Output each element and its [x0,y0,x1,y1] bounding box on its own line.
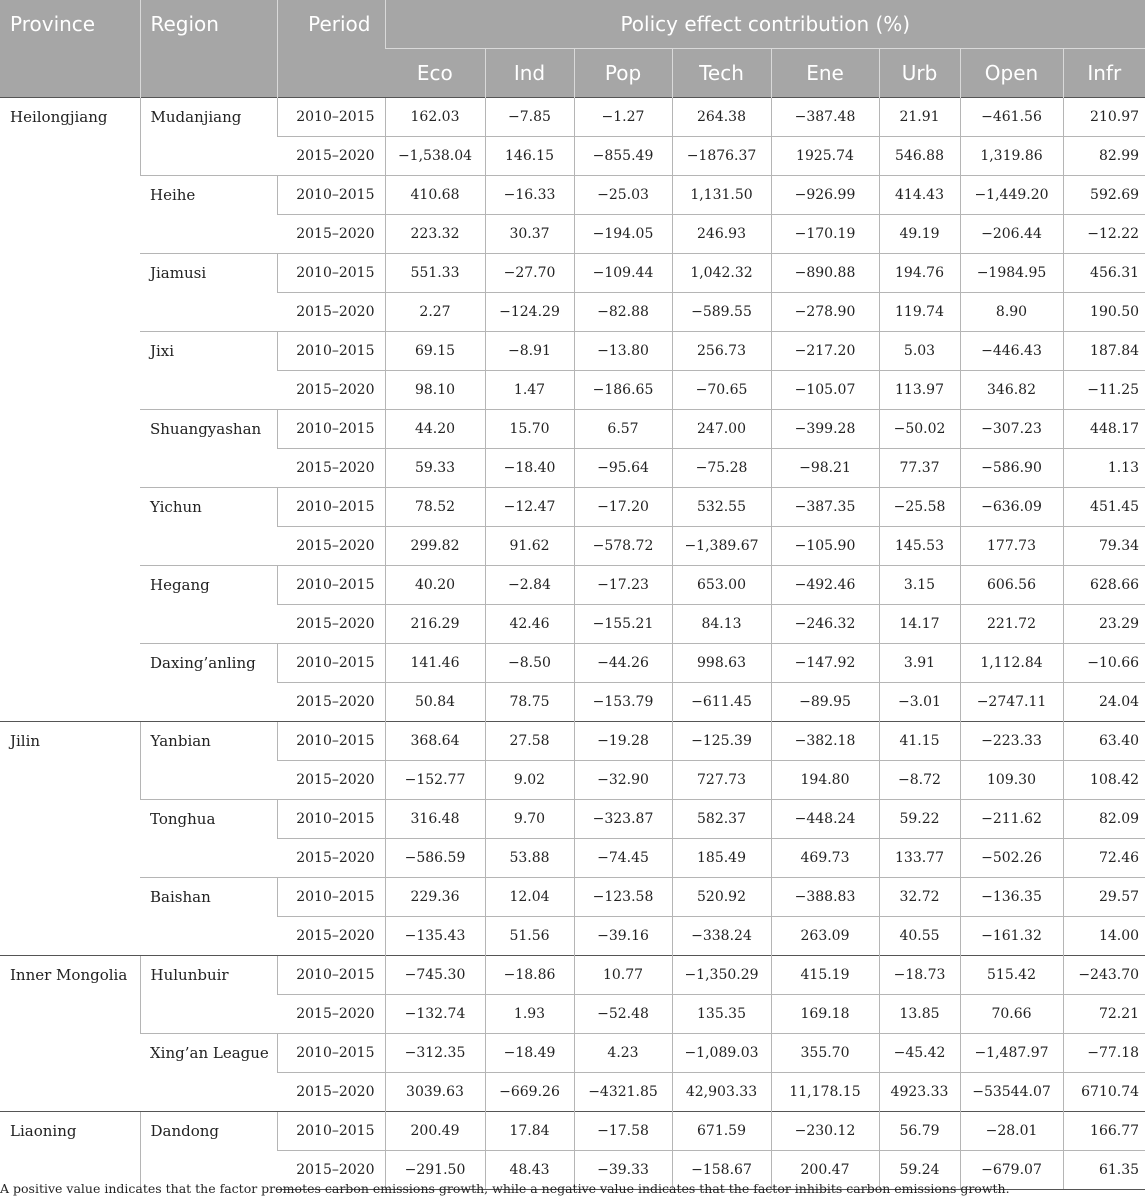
value-cell-urb: 41.15 [879,722,960,761]
value-cell-ene: −89.95 [771,683,879,722]
value-cell-tech: 135.35 [672,995,771,1034]
value-cell-open: −211.62 [960,800,1063,839]
value-cell-ene: −105.07 [771,371,879,410]
value-cell-pop: −153.79 [574,683,672,722]
value-cell-open: 1,112.84 [960,644,1063,683]
header-factor-tech: Tech [672,49,771,98]
value-cell-eco: 316.48 [385,800,485,839]
value-cell-eco: −312.35 [385,1034,485,1073]
value-cell-infr: −243.70 [1063,956,1145,995]
value-cell-tech: −125.39 [672,722,771,761]
value-cell-open: −28.01 [960,1112,1063,1151]
province-cell: Heilongjiang [0,98,140,722]
value-cell-urb: 49.19 [879,215,960,254]
value-cell-ind: −27.70 [485,254,574,293]
value-cell-infr: 82.99 [1063,137,1145,176]
table-header [0,0,1145,98]
value-cell-urb: 3.15 [879,566,960,605]
value-cell-urb: 119.74 [879,293,960,332]
region-cell: Tonghua [140,800,277,878]
province-cell: Liaoning [0,1112,140,1190]
value-cell-infr: 448.17 [1063,410,1145,449]
value-cell-eco: 2.27 [385,293,485,332]
header-province: Province [0,0,140,98]
value-cell-ene: 415.19 [771,956,879,995]
region-cell: Shuangyashan [140,410,277,488]
value-cell-ene: −492.46 [771,566,879,605]
value-cell-tech: 42,903.33 [672,1073,771,1112]
table-row [0,1112,1145,1151]
period-cell: 2010–2015 [277,98,385,137]
header-factor-open: Open [960,49,1063,98]
value-cell-pop: −39.16 [574,917,672,956]
value-cell-urb: 3.91 [879,644,960,683]
value-cell-infr: 61.35 [1063,1151,1145,1190]
value-cell-ind: −18.49 [485,1034,574,1073]
region-cell: Dandong [140,1112,277,1190]
header-factor-ene: Ene [771,49,879,98]
province-cell: Inner Mongolia [0,956,140,1112]
value-cell-ind: 17.84 [485,1112,574,1151]
period-cell: 2015–2020 [277,917,385,956]
value-cell-ind: 1.93 [485,995,574,1034]
value-cell-ene: 469.73 [771,839,879,878]
header-factor-ind: Ind [485,49,574,98]
value-cell-infr: −11.25 [1063,371,1145,410]
period-cell: 2010–2015 [277,254,385,293]
value-cell-eco: 223.32 [385,215,485,254]
value-cell-open: −636.09 [960,488,1063,527]
period-cell: 2010–2015 [277,332,385,371]
period-cell: 2010–2015 [277,410,385,449]
period-cell: 2010–2015 [277,644,385,683]
region-cell: Hegang [140,566,277,644]
value-cell-tech: 256.73 [672,332,771,371]
value-cell-open: −1,487.97 [960,1034,1063,1073]
value-cell-open: −2747.11 [960,683,1063,722]
value-cell-open: −586.90 [960,449,1063,488]
value-cell-open: 221.72 [960,605,1063,644]
value-cell-infr: 24.04 [1063,683,1145,722]
value-cell-tech: 1,131.50 [672,176,771,215]
value-cell-ene: 1925.74 [771,137,879,176]
value-cell-tech: 185.49 [672,839,771,878]
value-cell-eco: 59.33 [385,449,485,488]
value-cell-eco: 141.46 [385,644,485,683]
value-cell-ene: −278.90 [771,293,879,332]
table-row [0,800,1145,839]
table-row [0,1034,1145,1073]
value-cell-urb: −25.58 [879,488,960,527]
region-cell: Mudanjiang [140,98,277,176]
value-cell-infr: 187.84 [1063,332,1145,371]
value-cell-eco: −586.59 [385,839,485,878]
header-factor-urb: Urb [879,49,960,98]
value-cell-ene: −387.35 [771,488,879,527]
region-cell: Xing’an League [140,1034,277,1112]
value-cell-ene: 194.80 [771,761,879,800]
value-cell-open: −53544.07 [960,1073,1063,1112]
value-cell-urb: 32.72 [879,878,960,917]
value-cell-eco: −291.50 [385,1151,485,1190]
value-cell-ind: −124.29 [485,293,574,332]
value-cell-tech: 671.59 [672,1112,771,1151]
period-cell: 2015–2020 [277,839,385,878]
value-cell-pop: −4321.85 [574,1073,672,1112]
period-cell: 2010–2015 [277,956,385,995]
value-cell-pop: −19.28 [574,722,672,761]
period-cell: 2010–2015 [277,566,385,605]
value-cell-eco: 299.82 [385,527,485,566]
region-cell: Hulunbuir [140,956,277,1034]
period-cell: 2015–2020 [277,293,385,332]
value-cell-urb: −18.73 [879,956,960,995]
value-cell-tech: 727.73 [672,761,771,800]
header-region: Region [140,0,277,98]
value-cell-ind: −12.47 [485,488,574,527]
value-cell-tech: −1876.37 [672,137,771,176]
value-cell-tech: 246.93 [672,215,771,254]
value-cell-ene: −105.90 [771,527,879,566]
value-cell-ind: 53.88 [485,839,574,878]
value-cell-eco: 216.29 [385,605,485,644]
value-cell-pop: 6.57 [574,410,672,449]
period-cell: 2015–2020 [277,215,385,254]
value-cell-tech: −1,350.29 [672,956,771,995]
value-cell-open: 1,319.86 [960,137,1063,176]
value-cell-tech: −1,389.67 [672,527,771,566]
value-cell-tech: 520.92 [672,878,771,917]
value-cell-eco: 50.84 [385,683,485,722]
region-cell: Heihe [140,176,277,254]
header-period: Period [277,0,385,98]
value-cell-urb: 414.43 [879,176,960,215]
value-cell-eco: 410.68 [385,176,485,215]
value-cell-pop: −17.58 [574,1112,672,1151]
value-cell-urb: 546.88 [879,137,960,176]
table-row [0,98,1145,137]
value-cell-infr: 1.13 [1063,449,1145,488]
period-cell: 2015–2020 [277,449,385,488]
header-factor-infr: Infr [1063,49,1145,98]
value-cell-open: −136.35 [960,878,1063,917]
value-cell-urb: −45.42 [879,1034,960,1073]
table-row [0,722,1145,761]
period-cell: 2015–2020 [277,371,385,410]
table-body [0,98,1145,1190]
value-cell-ene: −387.48 [771,98,879,137]
region-cell: Baishan [140,878,277,956]
period-cell: 2015–2020 [277,1151,385,1190]
value-cell-infr: 592.69 [1063,176,1145,215]
value-cell-infr: 79.34 [1063,527,1145,566]
period-cell: 2010–2015 [277,1112,385,1151]
value-cell-eco: 40.20 [385,566,485,605]
value-cell-infr: 108.42 [1063,761,1145,800]
value-cell-eco: 162.03 [385,98,485,137]
value-cell-open: −461.56 [960,98,1063,137]
value-cell-pop: −95.64 [574,449,672,488]
value-cell-infr: 190.50 [1063,293,1145,332]
table-row [0,566,1145,605]
value-cell-eco: 200.49 [385,1112,485,1151]
value-cell-eco: −132.74 [385,995,485,1034]
value-cell-ind: 30.37 [485,215,574,254]
value-cell-pop: −578.72 [574,527,672,566]
value-cell-urb: 77.37 [879,449,960,488]
value-cell-ind: 9.70 [485,800,574,839]
value-cell-pop: −32.90 [574,761,672,800]
value-cell-tech: 653.00 [672,566,771,605]
value-cell-ene: 200.47 [771,1151,879,1190]
province-cell: Jilin [0,722,140,956]
value-cell-infr: 210.97 [1063,98,1145,137]
value-cell-pop: −74.45 [574,839,672,878]
header-factor-eco: Eco [385,49,485,98]
value-cell-open: 70.66 [960,995,1063,1034]
value-cell-infr: 14.00 [1063,917,1145,956]
period-cell: 2010–2015 [277,488,385,527]
region-cell: Yanbian [140,722,277,800]
period-cell: 2015–2020 [277,683,385,722]
value-cell-urb: 59.22 [879,800,960,839]
period-cell: 2015–2020 [277,137,385,176]
value-cell-eco: 551.33 [385,254,485,293]
value-cell-ene: −399.28 [771,410,879,449]
value-cell-urb: 40.55 [879,917,960,956]
value-cell-ind: 12.04 [485,878,574,917]
table-row [0,644,1145,683]
value-cell-pop: −855.49 [574,137,672,176]
value-cell-ind: 78.75 [485,683,574,722]
value-cell-ene: −890.88 [771,254,879,293]
value-cell-tech: −158.67 [672,1151,771,1190]
value-cell-infr: 63.40 [1063,722,1145,761]
value-cell-open: −446.43 [960,332,1063,371]
period-cell: 2010–2015 [277,176,385,215]
value-cell-open: −1,449.20 [960,176,1063,215]
value-cell-pop: −39.33 [574,1151,672,1190]
value-cell-ene: −230.12 [771,1112,879,1151]
value-cell-pop: −155.21 [574,605,672,644]
value-cell-pop: −52.48 [574,995,672,1034]
value-cell-ind: 42.46 [485,605,574,644]
value-cell-eco: 229.36 [385,878,485,917]
value-cell-eco: 78.52 [385,488,485,527]
value-cell-infr: 456.31 [1063,254,1145,293]
period-cell: 2010–2015 [277,800,385,839]
value-cell-pop: −82.88 [574,293,672,332]
value-cell-open: 515.42 [960,956,1063,995]
value-cell-ene: 355.70 [771,1034,879,1073]
value-cell-ind: −18.40 [485,449,574,488]
value-cell-tech: −589.55 [672,293,771,332]
value-cell-eco: −135.43 [385,917,485,956]
value-cell-infr: 82.09 [1063,800,1145,839]
value-cell-pop: −17.20 [574,488,672,527]
value-cell-ene: 11,178.15 [771,1073,879,1112]
value-cell-eco: 44.20 [385,410,485,449]
value-cell-tech: 84.13 [672,605,771,644]
value-cell-tech: 264.38 [672,98,771,137]
table-row [0,878,1145,917]
value-cell-pop: −17.23 [574,566,672,605]
value-cell-ene: 263.09 [771,917,879,956]
value-cell-infr: 72.21 [1063,995,1145,1034]
value-cell-infr: 166.77 [1063,1112,1145,1151]
header-policy-effect: Policy effect contribution (%) [385,0,1145,49]
value-cell-tech: 247.00 [672,410,771,449]
value-cell-ene: −217.20 [771,332,879,371]
region-cell: Yichun [140,488,277,566]
value-cell-pop: −186.65 [574,371,672,410]
value-cell-urb: −3.01 [879,683,960,722]
value-cell-ene: −448.24 [771,800,879,839]
period-cell: 2015–2020 [277,995,385,1034]
value-cell-open: −161.32 [960,917,1063,956]
value-cell-pop: −109.44 [574,254,672,293]
value-cell-ind: −669.26 [485,1073,574,1112]
value-cell-pop: −13.80 [574,332,672,371]
value-cell-pop: 10.77 [574,956,672,995]
value-cell-pop: −123.58 [574,878,672,917]
period-cell: 2015–2020 [277,527,385,566]
value-cell-infr: −12.22 [1063,215,1145,254]
table-row [0,332,1145,371]
value-cell-pop: −194.05 [574,215,672,254]
value-cell-ind: −16.33 [485,176,574,215]
period-cell: 2010–2015 [277,878,385,917]
value-cell-urb: 194.76 [879,254,960,293]
value-cell-pop: −25.03 [574,176,672,215]
value-cell-pop: −44.26 [574,644,672,683]
value-cell-eco: −1,538.04 [385,137,485,176]
value-cell-tech: −75.28 [672,449,771,488]
value-cell-eco: −745.30 [385,956,485,995]
value-cell-urb: 145.53 [879,527,960,566]
value-cell-urb: 133.77 [879,839,960,878]
value-cell-open: −1984.95 [960,254,1063,293]
value-cell-urb: 13.85 [879,995,960,1034]
value-cell-infr: 29.57 [1063,878,1145,917]
region-cell: Daxing’anling [140,644,277,722]
value-cell-ene: −147.92 [771,644,879,683]
value-cell-eco: 368.64 [385,722,485,761]
value-cell-ind: 51.56 [485,917,574,956]
value-cell-open: 346.82 [960,371,1063,410]
period-cell: 2015–2020 [277,761,385,800]
region-cell: Jiamusi [140,254,277,332]
value-cell-infr: −10.66 [1063,644,1145,683]
value-cell-tech: −611.45 [672,683,771,722]
value-cell-tech: −1,089.03 [672,1034,771,1073]
value-cell-urb: 5.03 [879,332,960,371]
value-cell-infr: 451.45 [1063,488,1145,527]
value-cell-open: 8.90 [960,293,1063,332]
value-cell-ene: −382.18 [771,722,879,761]
value-cell-urb: 56.79 [879,1112,960,1151]
value-cell-ene: −170.19 [771,215,879,254]
period-cell: 2015–2020 [277,605,385,644]
region-cell: Jixi [140,332,277,410]
value-cell-ind: 1.47 [485,371,574,410]
value-cell-ind: 48.43 [485,1151,574,1190]
value-cell-eco: 98.10 [385,371,485,410]
value-cell-open: −502.26 [960,839,1063,878]
header-factor-pop: Pop [574,49,672,98]
value-cell-open: 109.30 [960,761,1063,800]
value-cell-tech: 998.63 [672,644,771,683]
value-cell-urb: 14.17 [879,605,960,644]
value-cell-eco: 69.15 [385,332,485,371]
value-cell-open: −679.07 [960,1151,1063,1190]
value-cell-ind: −7.85 [485,98,574,137]
value-cell-open: −206.44 [960,215,1063,254]
value-cell-ind: −8.91 [485,332,574,371]
value-cell-tech: 582.37 [672,800,771,839]
value-cell-open: 177.73 [960,527,1063,566]
table-row [0,176,1145,215]
table-row [0,410,1145,449]
value-cell-tech: 532.55 [672,488,771,527]
value-cell-ind: 15.70 [485,410,574,449]
value-cell-ene: −98.21 [771,449,879,488]
value-cell-urb: 21.91 [879,98,960,137]
table-row [0,254,1145,293]
period-cell: 2010–2015 [277,722,385,761]
value-cell-open: −223.33 [960,722,1063,761]
value-cell-ind: −18.86 [485,956,574,995]
value-cell-ene: −388.83 [771,878,879,917]
value-cell-pop: −1.27 [574,98,672,137]
value-cell-eco: 3039.63 [385,1073,485,1112]
value-cell-pop: 4.23 [574,1034,672,1073]
value-cell-urb: 59.24 [879,1151,960,1190]
value-cell-ene: −246.32 [771,605,879,644]
footnote: A positive value indicates that the factor promotes carbon emissions growth, while a negative value indicates that the factor inhibits carbon emissions growth. [0,1181,1010,1196]
value-cell-open: 606.56 [960,566,1063,605]
value-cell-infr: 23.29 [1063,605,1145,644]
value-cell-ind: 91.62 [485,527,574,566]
value-cell-urb: 4923.33 [879,1073,960,1112]
value-cell-ind: 9.02 [485,761,574,800]
value-cell-tech: −70.65 [672,371,771,410]
value-cell-ene: 169.18 [771,995,879,1034]
value-cell-urb: 113.97 [879,371,960,410]
value-cell-open: −307.23 [960,410,1063,449]
value-cell-infr: 6710.74 [1063,1073,1145,1112]
value-cell-urb: −50.02 [879,410,960,449]
value-cell-ind: −2.84 [485,566,574,605]
value-cell-infr: 72.46 [1063,839,1145,878]
value-cell-ind: −8.50 [485,644,574,683]
value-cell-ene: −926.99 [771,176,879,215]
value-cell-tech: 1,042.32 [672,254,771,293]
value-cell-ind: 27.58 [485,722,574,761]
value-cell-pop: −323.87 [574,800,672,839]
value-cell-tech: −338.24 [672,917,771,956]
value-cell-infr: 628.66 [1063,566,1145,605]
value-cell-urb: −8.72 [879,761,960,800]
value-cell-ind: 146.15 [485,137,574,176]
table-row [0,956,1145,995]
value-cell-infr: −77.18 [1063,1034,1145,1073]
value-cell-eco: −152.77 [385,761,485,800]
table-row [0,488,1145,527]
period-cell: 2015–2020 [277,1073,385,1112]
period-cell: 2010–2015 [277,1034,385,1073]
